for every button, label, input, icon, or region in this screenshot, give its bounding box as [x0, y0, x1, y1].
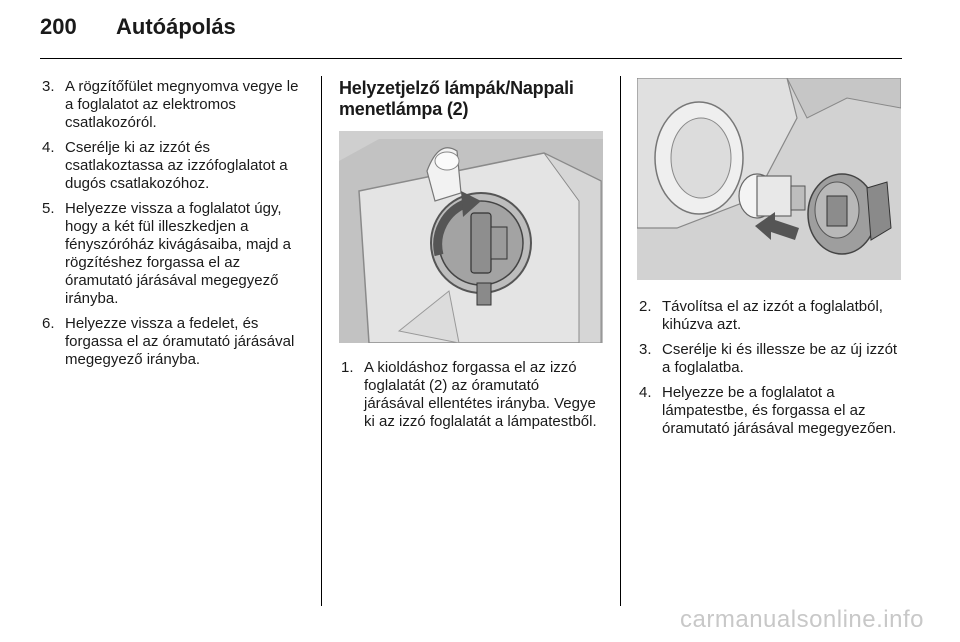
step-text: Cserélje ki az izzót és csatlakoztassa az izzófoglalatot a dugós csatlakozóhoz.: [65, 139, 288, 192]
list-item: [637, 384, 901, 438]
list-item: [637, 298, 901, 334]
step-text: A kioldáshoz forgassa el az izzó foglalatát (2) az óramutató járásával ellentétes irányba. Vegye ki az izzó foglalatát a lámpatestből.: [364, 359, 597, 430]
step-text: Cserélje ki és illessze be az új izzót a foglalatba.: [662, 341, 898, 376]
right-column: [637, 78, 901, 445]
bulb-removal-illustration-icon: [637, 78, 901, 280]
step-number: 6.: [42, 315, 55, 332]
step-text: Helyezze vissza a fedelet, és forgassa el az óramutató járásával megegyező irányba.: [65, 315, 295, 368]
list-item: [40, 315, 310, 369]
right-steps-list: [637, 298, 901, 438]
step-number: 1.: [341, 359, 354, 376]
step-text: Helyezze be a foglalatot a lámpatestbe, és forgassa el az óramutató járásával megegyezően.: [662, 384, 897, 437]
section-title: Helyzetjelző lámpák/Nappali menetlámpa (2): [339, 78, 574, 119]
left-column: [40, 78, 310, 376]
middle-column: [339, 78, 603, 438]
list-item: [40, 139, 310, 193]
step-number: 2.: [639, 298, 652, 315]
page-title: Autóápolás: [116, 14, 236, 39]
watermark: carmanualsonline.info: [680, 606, 924, 633]
header-divider: [40, 58, 902, 59]
middle-steps-list: [339, 359, 603, 431]
step-text: Helyezze vissza a foglalatot úgy, hogy a két fül illeszkedjen a fényszóróház kivágásaiba, majd a rögzítéshez forgassa el az óramutató járásával megegyező irányba.: [65, 200, 291, 307]
step-number: 4.: [639, 384, 652, 401]
step-number: 3.: [639, 341, 652, 358]
column-divider-1: [321, 76, 322, 606]
list-item: [40, 200, 310, 308]
step-number: 3.: [42, 78, 55, 95]
page-header: [40, 14, 236, 48]
headlamp-bulb-holder-rotate-illustration-icon: [339, 131, 603, 343]
list-item: [339, 359, 603, 431]
step-text: A rögzítőfület megnyomva vegye le a foglalatot az elektromos csatlakozóról.: [65, 78, 299, 131]
step-text: Távolítsa el az izzót a foglalatból, kihúzva azt.: [662, 298, 883, 333]
list-item: [40, 78, 310, 132]
column-divider-2: [620, 76, 621, 606]
list-item: [637, 341, 901, 377]
page-number: 200: [40, 14, 77, 39]
left-steps-list: [40, 78, 310, 369]
step-number: 4.: [42, 139, 55, 156]
step-number: 5.: [42, 200, 55, 217]
